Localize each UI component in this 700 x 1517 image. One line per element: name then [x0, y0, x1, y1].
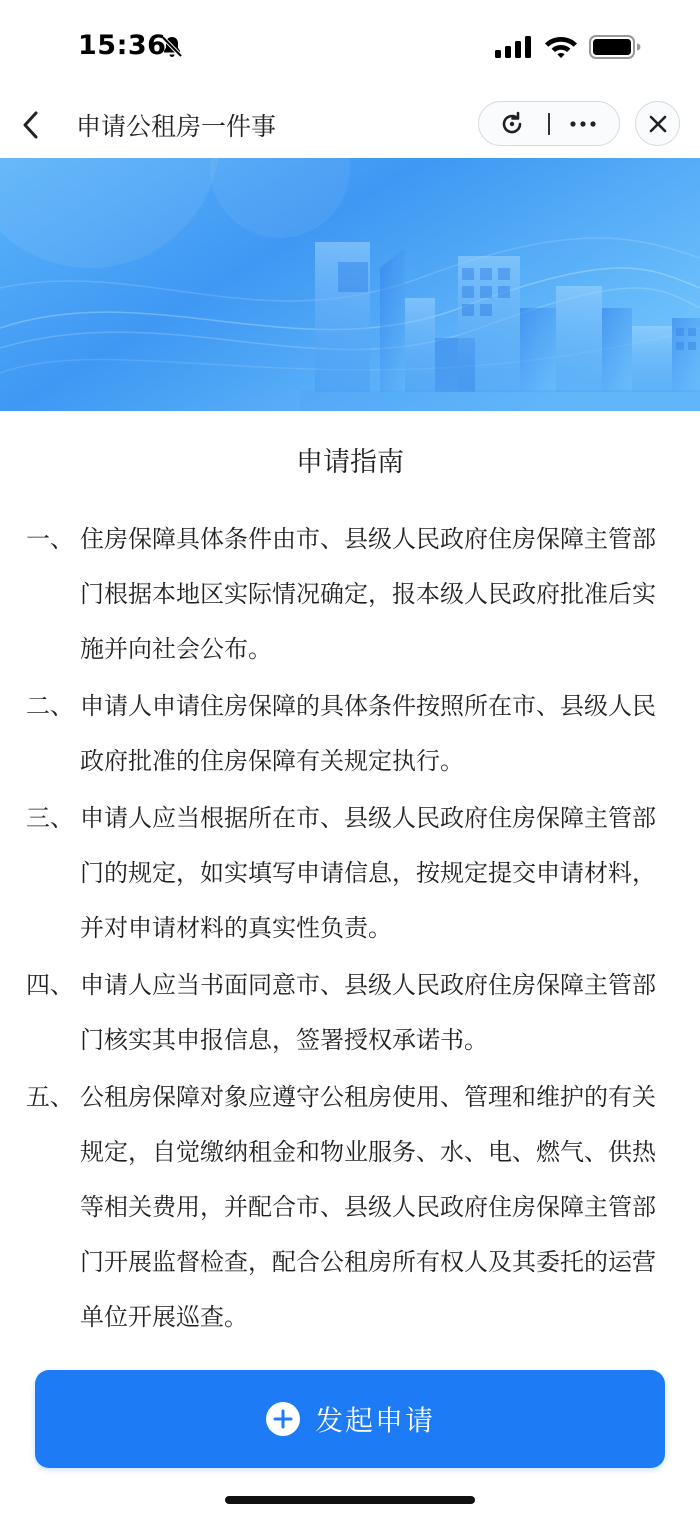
guide-title: 申请指南	[296, 447, 404, 478]
close-icon	[648, 114, 668, 134]
guide-item	[26, 958, 676, 1068]
refresh-button[interactable]	[499, 111, 525, 137]
guide-item	[26, 512, 676, 677]
page-title: 申请公租房一件事	[76, 112, 277, 141]
back-button[interactable]	[14, 106, 48, 144]
guide-item	[26, 679, 676, 789]
home-indicator[interactable]	[225, 1496, 475, 1504]
refresh-icon	[499, 111, 525, 137]
guide-item-text: 住房保障具体条件由市、县级人民政府住房保障主管部门根据本地区实际情况确定，报本级人民政府批准后实施并向社会公布。	[80, 525, 656, 663]
more-button[interactable]	[567, 111, 599, 137]
guide-item-text: 申请人申请住房保障的具体条件按照所在市、县级人民政府批准的住房保障有关规定执行。	[80, 692, 656, 775]
bell-off-icon	[160, 35, 184, 59]
apply-button-label: 发起申请	[314, 1404, 435, 1437]
apply-button[interactable]	[35, 1370, 665, 1468]
wifi-icon	[544, 33, 578, 59]
mini-program-capsule	[478, 101, 620, 146]
city-buildings-illustration	[0, 158, 700, 411]
signal-icon	[495, 36, 533, 58]
guide-item-text: 申请人应当书面同意市、县级人民政府住房保障主管部门核实其申报信息，签署授权承诺书。	[80, 971, 656, 1054]
more-icon	[567, 111, 599, 137]
back-icon	[21, 110, 41, 140]
nav-bar	[0, 92, 700, 158]
guide-item-number: 五、	[26, 1083, 74, 1111]
guide-item-number: 三、	[26, 804, 74, 832]
plus-circle-icon	[265, 1401, 301, 1437]
guide-item-text: 公租房保障对象应遵守公租房使用、管理和维护的有关规定，自觉缴纳租金和物业服务、水、电、燃气、供热等相关费用，并配合市、县级人民政府住房保障主管部门开展监督检查，配合公租房所有权人及其委托的运营单位开展巡查。	[80, 1083, 656, 1331]
battery-icon	[589, 35, 641, 59]
guide-item	[26, 791, 676, 956]
status-bar	[0, 0, 700, 92]
capsule-divider	[548, 113, 550, 135]
close-button[interactable]	[635, 101, 680, 146]
guide-item-number: 二、	[26, 692, 74, 720]
guide-item-text: 申请人应当根据所在市、县级人民政府住房保障主管部门的规定，如实填写申请信息，按规定提交申请材料，并对申请材料的真实性负责。	[80, 804, 656, 942]
guide-list	[26, 512, 676, 1347]
banner-illustration	[0, 158, 700, 411]
guide-item-number: 一、	[26, 525, 74, 553]
guide-item-number: 四、	[26, 971, 74, 999]
guide-item	[26, 1070, 676, 1345]
status-time: 15:36	[78, 30, 167, 61]
